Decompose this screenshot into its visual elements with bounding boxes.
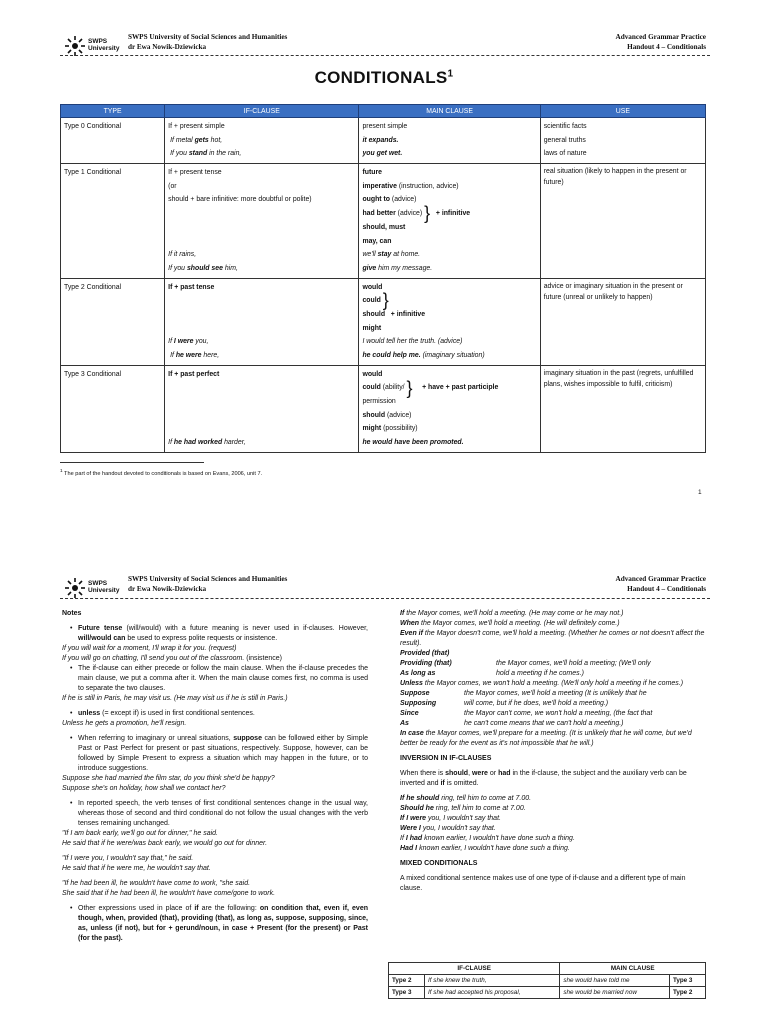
example: He said that if he were me, he wouldn't say that. bbox=[62, 865, 211, 872]
example: If I had known earlier, I wouldn't have done such a thing. bbox=[400, 835, 575, 842]
notes-heading: Notes bbox=[62, 610, 82, 617]
main-formula: would bbox=[362, 283, 383, 291]
if-example: If I were you, bbox=[168, 338, 209, 346]
page-number: 1 bbox=[698, 489, 702, 496]
cell: she would be married now bbox=[560, 987, 670, 999]
cell: If she knew the truth, bbox=[425, 975, 560, 987]
example: If you will go on chatting, I'll send you out of the classroom. (insistence) bbox=[62, 655, 283, 662]
footnote-divider bbox=[60, 462, 204, 463]
logo-text-1: SWPS bbox=[88, 38, 108, 45]
logo-text-2: University bbox=[88, 45, 120, 52]
author-name: dr Ewa Nowik-Dziewicka bbox=[128, 43, 207, 51]
mixed-conditionals-table bbox=[388, 962, 706, 999]
cell: Type 3 bbox=[389, 987, 425, 999]
example: She said that if he had been ill, he wouldn't have come/gone to work. bbox=[62, 890, 276, 897]
inversion-text: When there is should, were or had in the if-clause, the subject and the auxiliary verb can be inverted and if is omitted. bbox=[400, 770, 687, 787]
note-6: • Other expressions used in place of if are the following: on condition that, even if, even though, when, provided (that), providing (that), as long as, suppose, supposing, since, as, unless (if not), but for + gerund/noun, in case + Present (for the present) or Past (for the past). bbox=[62, 904, 368, 944]
main-formula: might (possibility) bbox=[362, 425, 418, 433]
example: Suppose she had married the film star, do you think she'd be happy? bbox=[62, 775, 275, 782]
example: If I were you, I wouldn't say that. bbox=[400, 815, 501, 822]
use-text: real situation (likely to happen in the present or future) bbox=[543, 168, 687, 187]
course-name: Advanced Grammar Practice bbox=[615, 33, 706, 41]
example: Should he ring, tell him to come at 7.00. bbox=[400, 805, 526, 812]
logo-spiral-icon bbox=[64, 35, 86, 57]
main-formula: should, must bbox=[362, 223, 406, 231]
if-formula: (or bbox=[168, 182, 177, 190]
if-example: If he were here, bbox=[168, 352, 220, 359]
main-formula: present simple bbox=[362, 123, 408, 130]
if-formula: should + bare infinitive: more doubtful or polite) bbox=[168, 196, 312, 204]
col-header-type: TYPE bbox=[61, 105, 165, 118]
since-example: Since As the Mayor can't come, we won't hold a meeting, (the fact that he can't come means that we can't hold a meeting.) bbox=[400, 710, 653, 727]
mix-header-if: IF-CLAUSE bbox=[389, 963, 560, 975]
header-divider bbox=[60, 598, 710, 599]
cell: Type 3 bbox=[669, 975, 705, 987]
university-name: SWPS University of Social Sciences and Humanities bbox=[128, 33, 288, 41]
example: If you will wait for a moment, I'll wrap it for you. (request) bbox=[62, 645, 237, 652]
if-example: If you stand in the rain, bbox=[168, 150, 242, 158]
logo-text-1: SWPS bbox=[88, 580, 108, 587]
table-row bbox=[61, 164, 706, 279]
brace-icon: } bbox=[382, 290, 389, 311]
table-row bbox=[389, 987, 706, 999]
footnote: $^1$ The part of the handout devoted to conditionals is based on Evans, 2006, unit 7. bbox=[60, 468, 263, 477]
table-row bbox=[61, 118, 706, 164]
brace-icon: } bbox=[424, 203, 431, 224]
if-formula: If + past perfect bbox=[168, 370, 220, 378]
note-1: • Future tense (will/would) with a future meaning is never used in if-clauses. However, will/would can be used to express polite requests or insistence. bbox=[62, 624, 368, 644]
mix-header-main: MAIN CLAUSE bbox=[560, 963, 706, 975]
main-formula: might bbox=[362, 324, 382, 332]
header-divider bbox=[60, 55, 710, 56]
main-example: give him my message. bbox=[362, 264, 433, 272]
note-3: • unless (= except if) is used in first conditional sentences. bbox=[62, 709, 368, 719]
page-title: CONDITIONALS$^1$ bbox=[314, 68, 454, 87]
example: Even if the Mayor doesn't come, we'll hold a meeting. (Whether he comes or not doesn't affect the result). bbox=[400, 630, 705, 647]
cell: Type 2 bbox=[669, 987, 705, 999]
example: Were I you, I wouldn't say that. bbox=[400, 825, 496, 832]
main-example: he could help me. (imaginary situation) bbox=[362, 352, 485, 359]
main-formula: imperative (instruction, advice) bbox=[362, 182, 459, 190]
type-cell: Type 0 Conditional bbox=[64, 123, 122, 130]
handout-name: Handout 4 – Conditionals bbox=[627, 585, 706, 593]
mixed-text: A mixed conditional sentence makes use of one type of if-clause and a different type of main clause. bbox=[400, 875, 686, 892]
use-text: advice or imaginary situation in the present or future (unreal or unlikely to happen) bbox=[543, 282, 683, 301]
inversion-heading: INVERSION IN IF-CLAUSES bbox=[400, 755, 492, 762]
page2-header bbox=[60, 574, 710, 600]
type-cell: Type 1 Conditional bbox=[64, 169, 122, 177]
example: Suppose she's on holiday, how shall we contact her? bbox=[62, 785, 226, 792]
main-example: it expands. bbox=[362, 136, 399, 144]
main-formula: could (ability/ } + have + past participle bbox=[362, 377, 499, 398]
main-formula: could } bbox=[362, 290, 389, 311]
main-example: we'll stay at home. bbox=[362, 251, 421, 259]
example: Had I known earlier, I wouldn't have done such a thing. bbox=[400, 845, 570, 852]
example: If he is still in Paris, he may visit us. (He may visit us if he is still in Paris.) bbox=[62, 695, 288, 702]
main-formula: permission bbox=[362, 398, 396, 406]
if-example: If he had worked harder, bbox=[168, 439, 246, 447]
if-formula: If + present tense bbox=[168, 169, 222, 177]
main-formula: ought to (advice) bbox=[362, 196, 417, 204]
use-text: laws of nature bbox=[543, 150, 587, 158]
example: "If I am back early, we'll go out for dinner," he said. bbox=[62, 830, 218, 837]
example: If he should ring, tell him to come at 7.00. bbox=[400, 795, 532, 802]
author-name: dr Ewa Nowik-Dziewicka bbox=[128, 585, 207, 593]
example: He said that if he were/was back early, we would go out for dinner. bbox=[62, 840, 268, 847]
note-5: • In reported speech, the verb tenses of first conditional sentences change in the usual way, whereas those of second and third conditional do not follow the usual changes with the verb tenses remaining unchanged. bbox=[62, 799, 368, 829]
example: In case the Mayor comes, we'll prepare for a meeting. (It is unlikely that he will come, but we'd better be ready for the event as it's not impossible that he will.) bbox=[400, 730, 692, 747]
use-text: scientific facts bbox=[543, 123, 587, 130]
main-formula: would bbox=[362, 370, 383, 378]
logo-text-2: University bbox=[88, 587, 120, 594]
use-text: imaginary situation in the past (regrets, unfulfilled plans, wishes impossible to fulfil, criticism) bbox=[543, 369, 694, 388]
table-row bbox=[61, 365, 706, 452]
example: When the Mayor comes, we'll hold a meeting. (He will definitely come.) bbox=[400, 620, 620, 627]
example: Unless the Mayor comes, we won't hold a meeting. (We'll only hold a meeting if he comes.) bbox=[400, 680, 684, 687]
if-example: If you should see him, bbox=[168, 264, 238, 272]
cell: If she had accepted his proposal, bbox=[425, 987, 560, 999]
university-name: SWPS University of Social Sciences and Humanities bbox=[128, 575, 288, 583]
handout-name: Handout 4 – Conditionals bbox=[627, 43, 706, 51]
right-column bbox=[400, 609, 706, 894]
cell: Type 2 bbox=[389, 975, 425, 987]
main-formula: should (advice) bbox=[362, 411, 412, 419]
conditionals-table bbox=[60, 104, 706, 453]
provided-example: Provided (that) Providing (that) As long as the Mayor comes, we'll hold a meeting; (We'll only hold a meeting if he comes.) bbox=[400, 650, 651, 677]
suppose-example: Suppose Supposing the Mayor comes, we'll hold a meeting (It is unlikely that he will come, but if he does, we'll hold a meeting.) bbox=[400, 690, 647, 707]
notes-column bbox=[62, 609, 368, 944]
table-row bbox=[389, 975, 706, 987]
main-formula: had better (advice) } + infinitive bbox=[362, 203, 471, 224]
type-cell: Type 3 Conditional bbox=[64, 370, 122, 378]
note-2: • The if-clause can either precede or follow the main clause. When the if-clause precedes the main clause, we put a comma after it. When the main clause comes first, no comma is used to separate the two clauses. bbox=[62, 664, 368, 694]
example: "If he had been ill, he wouldn't have come to work, "she said. bbox=[62, 880, 251, 887]
type-cell: Type 2 Conditional bbox=[64, 283, 122, 291]
if-example: If metal gets hot, bbox=[168, 136, 223, 144]
col-header-main-clause: MAIN CLAUSE bbox=[359, 105, 540, 118]
table-row bbox=[61, 278, 706, 365]
main-formula: may, can bbox=[362, 237, 392, 245]
note-4: • When referring to imaginary or unreal situations, suppose can be followed either by Simple Past or Past Perfect for present or past situations, respectively. Suppose, however, can be followed by Simple Present to express a situation which may happen in the future, or to introduce suggestions. bbox=[62, 734, 368, 774]
course-name: Advanced Grammar Practice bbox=[615, 575, 706, 583]
main-example: you get wet. bbox=[362, 150, 403, 158]
example: Unless he gets a promotion, he'll resign. bbox=[62, 720, 187, 727]
logo-spiral-icon bbox=[64, 577, 86, 599]
if-formula: If + past tense bbox=[168, 283, 215, 291]
if-formula: If + present simple bbox=[168, 123, 225, 130]
col-header-if-clause: IF-CLAUSE bbox=[165, 105, 359, 118]
main-example: he would have been promoted. bbox=[362, 439, 464, 447]
col-header-use: USE bbox=[540, 105, 705, 118]
mixed-heading: MIXED CONDITIONALS bbox=[400, 860, 478, 867]
cell: she would have told me bbox=[560, 975, 670, 987]
if-example: If it rains, bbox=[168, 251, 197, 259]
example: "If I were you, I wouldn't say that," he said. bbox=[62, 855, 194, 862]
main-formula: future bbox=[362, 169, 382, 177]
main-formula: should + infinitive bbox=[362, 310, 426, 318]
example: If the Mayor comes, we'll hold a meeting. (He may come or he may not.) bbox=[400, 610, 624, 617]
swps-logo bbox=[64, 576, 120, 600]
use-text: general truths bbox=[543, 136, 586, 144]
main-example: I would tell her the truth. (advice) bbox=[362, 338, 463, 346]
brace-icon: } bbox=[406, 377, 413, 398]
